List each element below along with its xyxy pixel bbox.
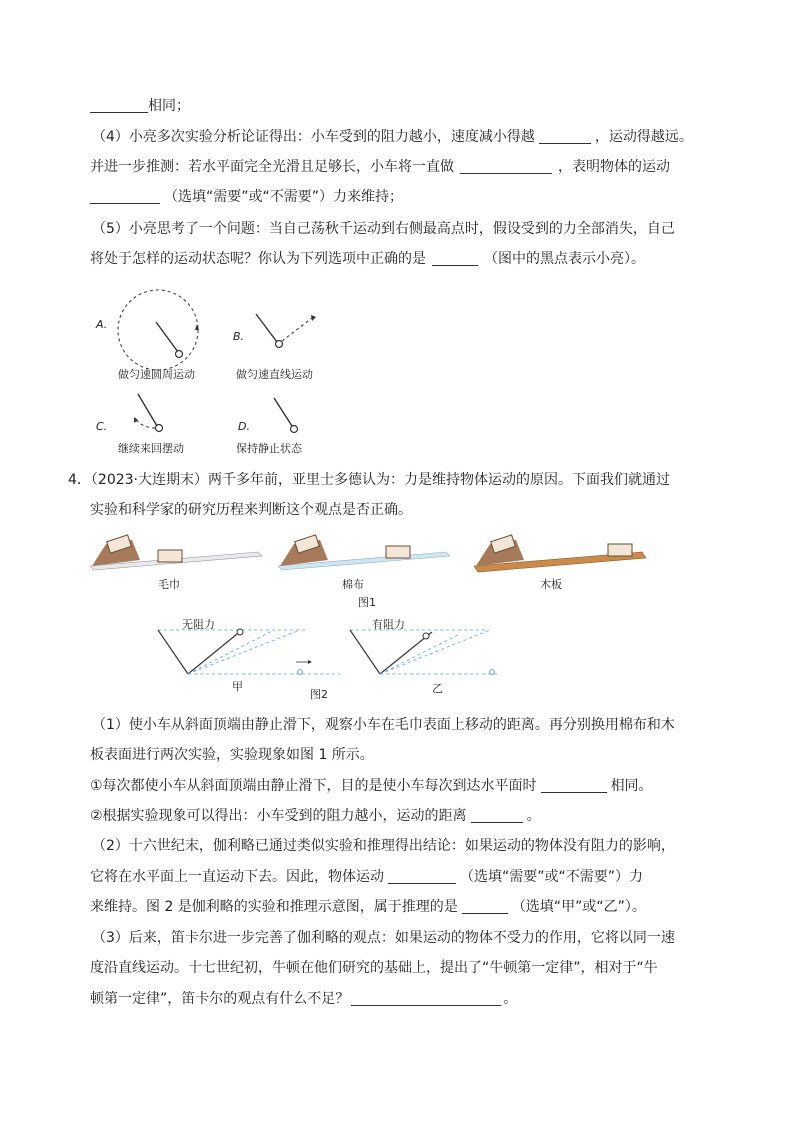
line-6: 将处于怎样的运动状态呢？你认为下列选项中正确的是 （图中的黑点表示小亮）。 [90,251,645,267]
line-1: 相同； [90,96,190,116]
ball-dashed [298,670,303,675]
figure-1-label: 图1 [358,596,376,609]
ball [423,633,429,639]
answer-blank[interactable] [388,867,456,884]
person-dot [156,425,163,432]
label-no-resistance: 无阻力 [182,618,215,631]
incline-left [350,630,380,674]
ball-dashed [490,670,495,675]
incline-left [158,630,188,674]
line-4: （选填“需要”或“不需要”）力来维持； [90,187,403,207]
answer-blank[interactable] [541,776,607,793]
answer-blank[interactable] [90,187,160,204]
arrow-head [134,417,138,423]
answer-blank[interactable] [90,96,148,113]
swing-rope [138,394,157,426]
surface-label-wood: 木板 [540,578,562,591]
swing-options-figure [90,282,350,462]
option-d-caption: 保持静止状态 [236,442,302,455]
incline-dashed [188,630,274,674]
answer-blank[interactable] [471,806,523,823]
person-dot [176,351,183,358]
option-b-caption: 做匀速直线运动 [236,368,313,381]
answer-blank[interactable] [351,989,501,1006]
label-with-resistance: 有阻力 [372,618,405,631]
option-d-letter: D. [238,420,250,433]
answer-blank[interactable] [432,249,478,266]
cart [158,550,182,562]
figure-2-label: 图2 [310,688,328,701]
q4-p7: （3）后来，笛卡尔进一步完善了伽利略的观点：如果运动的物体不受力的作用，它将以同一速 [92,930,675,946]
person-dot [276,341,283,348]
option-c-letter: C. [96,420,108,433]
q4-p8: 度沿直线运动。十七世纪初，牛顿在他们研究的基础上，提出了“牛顿第一定律”，相对于“牛 [90,960,658,976]
q4-p1b: 板表面进行两次实验，实验现象如图 1 所示。 [90,747,374,763]
surface-label-cotton: 棉布 [342,578,364,591]
q4-line-1: 4．（2023·大连期末）两千多年前，亚里士多德认为：力是维持物体运动的原因。下面我们就通过 [68,472,670,488]
straight-path [282,318,312,341]
swing-rope [274,398,292,426]
incline-dashed [380,630,490,674]
arrow-head [311,315,316,321]
option-c-caption: 继续来回摆动 [118,442,184,455]
ball [237,629,243,635]
arrow-head [308,660,312,664]
swing-rope [156,322,178,352]
cart [608,544,632,556]
answer-blank[interactable] [462,897,508,914]
figure-2 [150,612,500,702]
line-3: 并进一步推测：若水平面完全光滑且足够长，小车将一直做 ，表明物体的运动 [90,159,670,175]
label-yi: 乙 [432,682,443,695]
circular-path [118,290,198,370]
person-dot [291,426,298,433]
line-2: （4）小亮多次实验分析论证得出：小车受到的阻力越小，速度减小得越 ，运动得越远。 [92,129,693,145]
swing-rope [256,314,277,342]
q4-p1a: （1）使小车从斜面顶端由静止滑下，观察小车在毛巾表面上移动的距离。再分别换用棉布和木 [92,717,675,733]
option-a-letter: A. [96,318,108,331]
surface-label-towel: 毛巾 [158,578,180,591]
option-b-letter: B. [233,330,245,343]
swing-path [136,420,155,428]
incline-dashed [380,634,460,674]
q4-p9: 顿第一定律”，笛卡尔的观点有什么不足？ 。 [90,991,518,1007]
figure-1 [88,530,648,610]
option-a-caption: 做匀速圆周运动 [118,368,195,381]
line-5: （5）小亮思考了一个问题：当自己荡秋千运动到右侧最高点时，假设受到的力全部消失，自己 [92,221,675,237]
incline-dashed [188,630,300,674]
q4-p5: 它将在水平面上一直运动下去。因此，物体运动 （选填“需要”或“不需要”）力 [90,869,644,885]
incline-right [188,630,242,674]
q4-p6: 来维持。图 2 是伽利略的实验和推理示意图，属于推理的是 （选填“甲”或“乙”）。 [90,899,646,915]
arrow-head [195,324,199,330]
answer-blank[interactable] [539,127,591,144]
q4-p2: ①每次都使小车从斜面顶端由静止滑下，目的是使小车每次到达水平面时 相同。 [90,778,653,794]
label-jia: 甲 [232,680,243,693]
answer-blank[interactable] [460,157,552,174]
q4-line-2: 实验和科学家的研究历程来判断这个观点是否正确。 [90,502,412,518]
q4-p3: ②根据实验现象可以得出：小车受到的阻力越小，运动的距离 。 [90,808,541,824]
cart [386,546,410,558]
q4-p4: （2）十六世纪末，伽利略已通过类似实验和推理得出结论：如果运动的物体没有阻力的影响， [92,838,675,854]
